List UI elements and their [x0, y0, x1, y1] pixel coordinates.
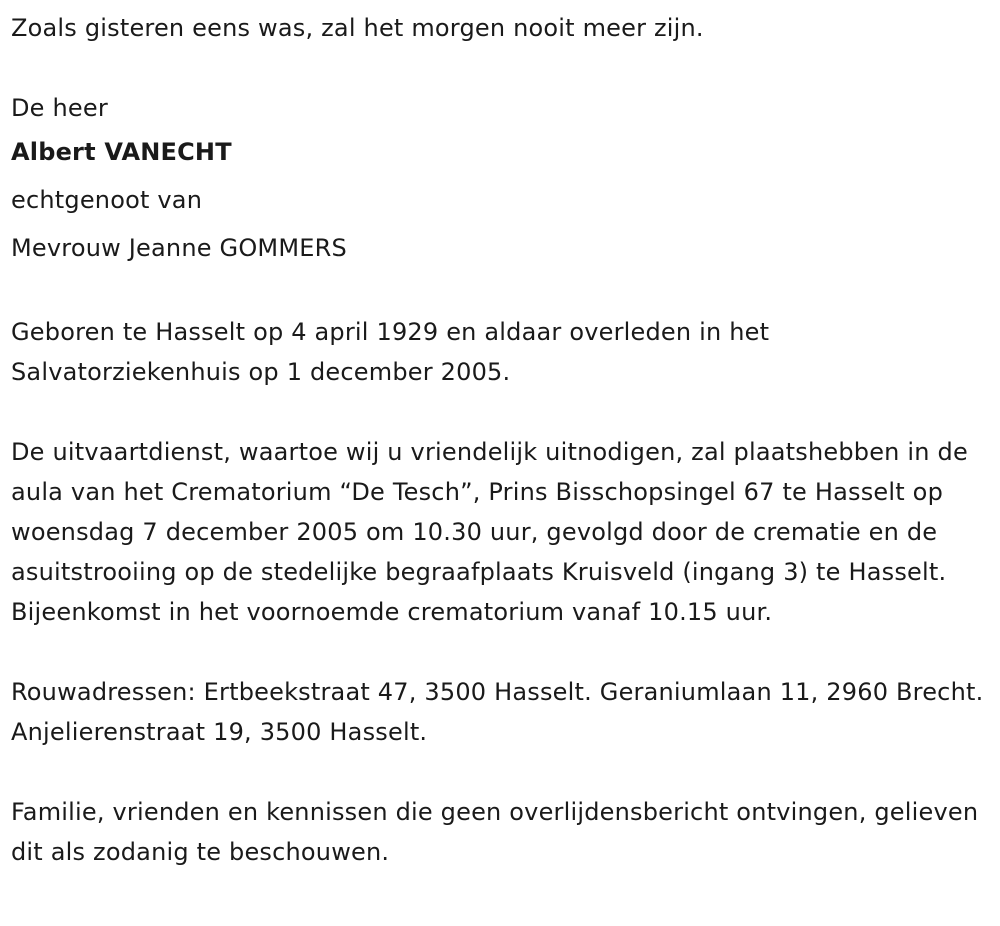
relation: echtgenoot van [11, 186, 203, 214]
birth-death-paragraph: Geboren te Hasselt op 4 april 1929 en aldaar overleden in het Salvatorziekenhuis op 1 december 2005. [11, 318, 770, 386]
spouse-name: Mevrouw Jeanne GOMMERS [11, 234, 347, 262]
obituary-notice [11, 8, 986, 872]
closing-paragraph: Familie, vrienden en kennissen die geen overlijdensbericht ontvingen, gelieven dit als zodanig te beschouwen. [11, 798, 979, 866]
salutation: De heer [11, 94, 108, 122]
spacer [11, 632, 986, 672]
spacer [11, 48, 986, 88]
motto: Zoals gisteren eens was, zal het morgen nooit meer zijn. [11, 14, 704, 42]
deceased-name: Albert VANECHT [11, 138, 232, 166]
addresses-paragraph: Rouwadressen: Ertbeekstraat 47, 3500 Hasselt. Geraniumlaan 11, 2960 Brecht. Anjelierenstraat 19, 3500 Hasselt. [11, 678, 984, 746]
spacer [11, 752, 986, 792]
funeral-paragraph: De uitvaartdienst, waartoe wij u vriendelijk uitnodigen, zal plaatshebben in de aula van het Crematorium “De Tesch”, Prins Bisschopsingel 67 te Hasselt op woensdag 7 december 2005 om 10.30 uur, gevolgd door de crematie en de asuitstrooiing op de stedelijke begraafplaats Kruisveld (ingang 3) te Hasselt. Bijeenkomst in het voornoemde crematorium vanaf 10.15 uur. [11, 438, 968, 626]
spacer [11, 392, 986, 432]
spacer [11, 272, 986, 312]
